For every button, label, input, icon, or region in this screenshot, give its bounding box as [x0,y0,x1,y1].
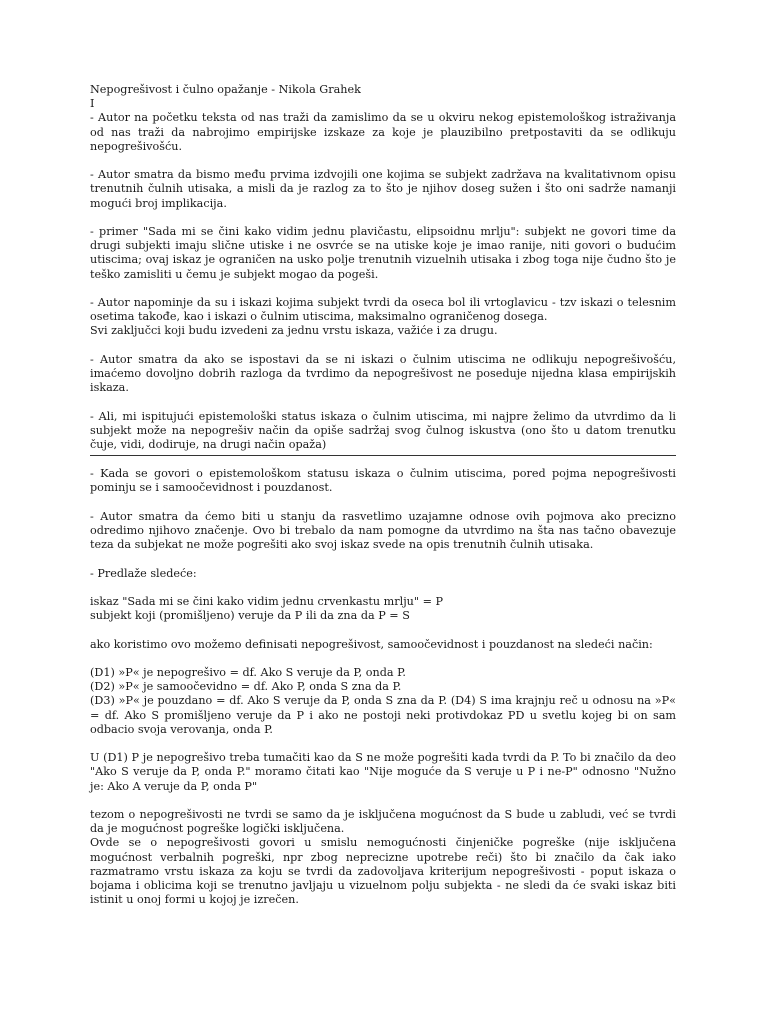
document-page [90,83,676,907]
definition-d2: (D2) »P« je samoočevidno = df. Ako P, onda S zna da P. [90,680,402,694]
section-number: I [90,97,95,111]
paragraph-gap [90,794,676,808]
paragraph-gap [90,154,676,168]
definition-d3-d4: (D3) »P« je pouzdano = df. Ako S veruje da P, onda S zna da P. (D4) S ima krajnju reč u odnosu na »P« = df. Ako S promišljeno veruje da P i ako ne postoji neki protivdokaz PD u svetlu kojeg bi on sam odbacio svoja verovanja, onda P. [90,694,676,736]
paragraph: - Kada se govori o epistemološkom statusu iskaza o čulnim utiscima, pored pojma nepogrešivosti pominju se i samoočevidnost i pouzdanost. [90,467,676,495]
paragraph: Ovde se o nepogrešivosti govori u smislu nemogućnosti činjeničke pogreške (nije isključena mogućnost verbalnih pogreški, npr zbog neprecizne upotrebe reči) što bi značilo da čak iako razmatramo vrstu iskaza za koju se tvrdi da zadovoljava kriterijum nepogrešivosti - poput iskaza o bojama i oblicima koji se trenutno javljaju u vizuelnom polju subjekta - ne sledi da će svaki iskaz biti istinit u onoj formi u kojoj je izrečen. [90,836,676,907]
paragraph-gap [90,211,676,225]
paragraph: - Ali, mi ispitujući epistemološki status iskaza o čulnim utiscima, mi najpre želimo da utvrdimo da li subjekt može na nepogrešiv način da opiše sadržaj svog čulnog iskustva (ono što u datom trenutku čuje, vidi, dodiruje, na drugi način opaža) [90,409,676,451]
paragraph: ako koristimo ovo možemo definisati nepogrešivost, samoočevidnost i pouzdanost na sledeći način: [90,637,653,651]
paragraph-gap [90,623,676,637]
paragraph: - Predlaže sledeće: [90,566,197,580]
paragraph: subjekt koji (promišljeno) veruje da P ili da zna da P = S [90,609,410,623]
paragraph: Svi zaključci koji budu izvedeni za jednu vrstu iskaza, važiće i za drugu. [90,324,498,338]
definition-d1: (D1) »P« je nepogrešivo = df. Ako S veruje da P, onda P. [90,665,406,679]
paragraph: tezom o nepogrešivosti ne tvrdi se samo da je isključena mogućnost da S bude u zabludi, već se tvrdi da je mogućnost pogreške logički isključena. [90,807,676,836]
paragraph: - Autor smatra da ako se ispostavi da se ni iskazi o čulnim utiscima ne odlikuju nepogrešivošću, imaćemo dovoljno dobrih razloga da tvrdimo da nepogrešivost ne poseduje nijedna klasa empirijskih iskaza. [90,352,676,395]
paragraph: - Autor napominje da su i iskazi kojima subjekt tvrdi da oseca bol ili vrtoglavicu - tzv iskazi o telesnim osetima takođe, kao i iskazi o čulnim utiscima, maksimalno ograničenog dosega. [90,296,676,324]
paragraph-gap [90,339,676,353]
paragraph-gap [90,552,676,566]
horizontal-divider [90,455,676,456]
paragraph-gap [90,652,676,666]
paragraph: - Autor na početku teksta od nas traži da zamislimo da se u okviru nekog epistemološkog istraživanja od nas traži da nabrojimo empirijske izskaze za koje je plauzibilno pretpostaviti da se odlikuju nepogrešivošću. [90,111,676,153]
paragraph: - primer "Sada mi se čini kako vidim jednu plavičastu, elipsoidnu mrlju": subjekt ne govori time da drugi subjekti imaju slične utiske i ne osvrće se na utiske koje je imao ranije, niti govori o budućim utiscima; ovaj iskaz je ograničen na usko polje trenutnih vizuelnih utisaka i zbog toga nije čudno što je teško zamisliti u čemu je subjekt mogao da pogeši. [90,225,676,281]
paragraph-gap [90,496,676,510]
paragraph: iskaz "Sada mi se čini kako vidim jednu crvenkastu mrlju" = P [90,594,444,608]
paragraph-gap [90,737,676,751]
paragraph-gap [90,581,676,595]
paragraph-gap [90,282,676,296]
paragraph-gap [90,395,676,409]
paragraph: - Autor smatra da bismo među prvima izdvojili one kojima se subjekt zadržava na kvalitativnom opisu trenutnih čulnih utisaka, a misli da je razlog za to što je njihov doseg sužen i što oni sadrže namanji mogući broj implikacija. [90,168,676,210]
paragraph: - Autor smatra da ćemo biti u stanju da rasvetlimo uzajamne odnose ovih pojmova ako precizno odredimo njihovo značenje. Ovo bi trebalo da nam pomogne da utvrdimo na šta nas tačno obavezuje teza da subjekat ne može pogrešiti ako svoj iskaz svede na opis trenutnih čulnih utisaka. [90,509,676,552]
document-title: Nepogrešivost i čulno opažanje - Nikola Grahek [90,83,361,96]
paragraph: U (D1) P je nepogrešivo treba tumačiti kao da S ne može pogrešiti kada tvrdi da P. To bi značilo da deo "Ako S veruje da P, onda P." moramo čitati kao "Nije moguće da S veruje u P i ne-P" odnosno "Nužno je: Ako A veruje da P, onda P" [90,751,676,793]
